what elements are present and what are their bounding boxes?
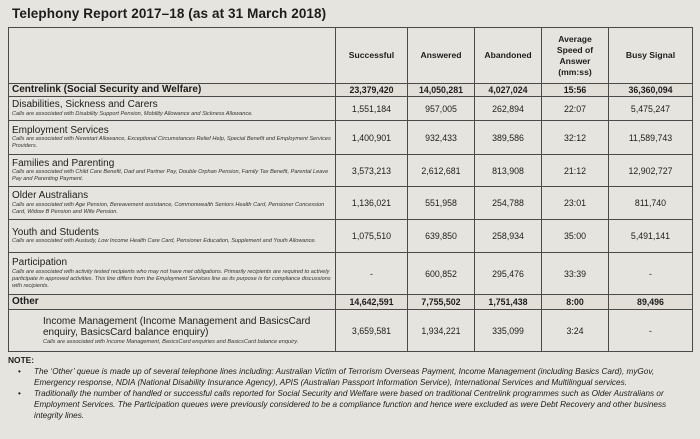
cell-answered: 2,612,681 bbox=[408, 155, 475, 187]
cell-busy-signal: - bbox=[609, 253, 693, 295]
bullet-icon: • bbox=[18, 389, 21, 398]
row-description: Calls are associated with Austudy, Low Income Health Care Card, Pensioner Education, Supplement and Youth Allowance. bbox=[12, 238, 317, 245]
cell-successful: 1,075,510 bbox=[336, 220, 408, 253]
cell-abandoned: 258,934 bbox=[475, 220, 542, 253]
col-avg-speed: Average Speed of Answer (mm:ss) bbox=[542, 28, 609, 84]
header-blank bbox=[9, 28, 336, 84]
row-description: Calls are associated with Age Pension, Bereavement assistance, Commonwealth Seniors Health Card, Pensioner Concession Card, Widow B Pension and Wife Pension. bbox=[12, 201, 325, 215]
cell-successful: 1,400,901 bbox=[336, 121, 408, 155]
row-label-cell bbox=[9, 253, 336, 295]
row-label-cell bbox=[9, 187, 336, 220]
row-label: Employment Services bbox=[12, 124, 109, 136]
cell-avg-speed: 35:00 bbox=[542, 220, 609, 253]
row-label: Older Australians bbox=[12, 190, 89, 202]
table-row-employment bbox=[9, 121, 693, 155]
row-label-cell bbox=[9, 220, 336, 253]
cell-answered: 7,755,502 bbox=[408, 295, 475, 310]
cell-successful: 14,642,591 bbox=[336, 295, 408, 310]
cell-busy-signal: 811,740 bbox=[609, 187, 693, 220]
cell-answered: 600,852 bbox=[408, 253, 475, 295]
report-title: Telephony Report 2017–18 (as at 31 March 2018) bbox=[12, 6, 327, 21]
row-label: Disabilities, Sickness and Carers bbox=[12, 99, 158, 111]
row-description: Calls are associated with Disability Support Pension, Mobility Allowance and Sickness Allowance. bbox=[12, 110, 253, 117]
cell-avg-speed: 21:12 bbox=[542, 155, 609, 187]
table-row-centrelink bbox=[9, 84, 693, 97]
cell-avg-speed: 23:01 bbox=[542, 187, 609, 220]
cell-abandoned: 335,099 bbox=[475, 310, 542, 352]
row-description: Calls are associated with Income Management, BasicsCard enquiries and BasicsCard balance enquiry. bbox=[43, 338, 299, 345]
table-row-other bbox=[9, 295, 693, 310]
cell-successful: 3,659,581 bbox=[336, 310, 408, 352]
cell-avg-speed: 32:12 bbox=[542, 121, 609, 155]
cell-abandoned: 389,586 bbox=[475, 121, 542, 155]
cell-successful: 23,379,420 bbox=[336, 84, 408, 97]
row-description: Calls are associated with Newstart Allowance, Exceptional Circumstances Relief Help, Special Benefit and Employment Services Providers. bbox=[12, 136, 331, 150]
col-answered: Answered bbox=[408, 28, 475, 84]
cell-busy-signal: 89,496 bbox=[609, 295, 693, 310]
cell-avg-speed: 8:00 bbox=[542, 295, 609, 310]
cell-abandoned: 254,788 bbox=[475, 187, 542, 220]
row-label: Other bbox=[9, 295, 336, 310]
header-row bbox=[9, 28, 693, 84]
row-label: Youth and Students bbox=[12, 226, 99, 238]
cell-busy-signal: 36,360,094 bbox=[609, 84, 693, 97]
row-label: Families and Parenting bbox=[12, 157, 115, 169]
cell-successful: - bbox=[336, 253, 408, 295]
row-label: Income Management (Income Management and BasicsCard enquiry, BasicsCard balance enquiry) bbox=[43, 315, 311, 338]
cell-avg-speed: 33:39 bbox=[542, 253, 609, 295]
row-label: Centrelink (Social Security and Welfare) bbox=[9, 84, 336, 97]
cell-answered: 932,433 bbox=[408, 121, 475, 155]
cell-successful: 1,136,021 bbox=[336, 187, 408, 220]
cell-busy-signal: 12,902,727 bbox=[609, 155, 693, 187]
col-abandoned: Abandoned bbox=[475, 28, 542, 84]
cell-abandoned: 813,908 bbox=[475, 155, 542, 187]
cell-abandoned: 1,751,438 bbox=[475, 295, 542, 310]
table-row-participation bbox=[9, 253, 693, 295]
cell-busy-signal: 11,589,743 bbox=[609, 121, 693, 155]
cell-busy-signal: 5,491,141 bbox=[609, 220, 693, 253]
cell-busy-signal: 5,475,247 bbox=[609, 97, 693, 121]
cell-avg-speed: 15:56 bbox=[542, 84, 609, 97]
cell-answered: 957,005 bbox=[408, 97, 475, 121]
note-item bbox=[8, 388, 694, 421]
cell-avg-speed: 22:07 bbox=[542, 97, 609, 121]
cell-abandoned: 262,894 bbox=[475, 97, 542, 121]
table-row-income-management bbox=[9, 310, 693, 352]
table-row-disabilities bbox=[9, 97, 693, 121]
telephony-table bbox=[8, 27, 693, 352]
col-successful: Successful bbox=[336, 28, 408, 84]
table-row-youth bbox=[9, 220, 693, 253]
cell-busy-signal: - bbox=[609, 310, 693, 352]
cell-avg-speed: 3:24 bbox=[542, 310, 609, 352]
cell-successful: 3,573,213 bbox=[336, 155, 408, 187]
row-label-cell bbox=[9, 121, 336, 155]
note-text: The ‘Other’ queue is made up of several telephone lines including: Australian Victim of Terrorism Overseas Payment, Income Management (including Basics Card), myGov, Emergency response, NDIA (National Disability Insurance Agency), APIS (Australian Passport Information Service), International Services and Multilingual services. bbox=[34, 367, 655, 387]
table-row-families bbox=[9, 155, 693, 187]
bullet-icon: • bbox=[18, 367, 21, 376]
row-description: Calls are associated with Child Care Benefit, Dad and Partner Pay, Double Orphan Pension, Family Tax Benefit, Parental Leave Pay and Parenting Payment. bbox=[12, 169, 329, 183]
cell-abandoned: 4,027,024 bbox=[475, 84, 542, 97]
row-label-cell bbox=[9, 155, 336, 187]
cell-answered: 1,934,221 bbox=[408, 310, 475, 352]
cell-answered: 14,050,281 bbox=[408, 84, 475, 97]
col-busy-signal: Busy Signal bbox=[609, 28, 693, 84]
note-item bbox=[8, 366, 694, 388]
row-label: Participation bbox=[12, 257, 68, 269]
cell-answered: 639,850 bbox=[408, 220, 475, 253]
note-text: Traditionally the number of handled or successful calls reported for Social Security and Welfare were based on traditional Centrelink programmes such as Older Australians or Employment Services. The Participation queues were previously considered to be a compliance function and hence were excluded as were Debt Recovery and other business integrity lines. bbox=[34, 389, 667, 420]
notes-section bbox=[8, 355, 694, 421]
table-row-older-australians bbox=[9, 187, 693, 220]
notes-label: NOTE: bbox=[8, 355, 35, 365]
cell-successful: 1,551,184 bbox=[336, 97, 408, 121]
row-description: Calls are associated with activity tested recipients who may not have met obligations. Primarily recipients are required to actively participate in approved activities. This line differs from the Employment Services line as its purpose is for compliance discussions with recipients. bbox=[12, 268, 331, 289]
cell-answered: 551,958 bbox=[408, 187, 475, 220]
row-label-cell bbox=[9, 97, 336, 121]
row-label-cell bbox=[9, 310, 336, 352]
cell-abandoned: 295,476 bbox=[475, 253, 542, 295]
